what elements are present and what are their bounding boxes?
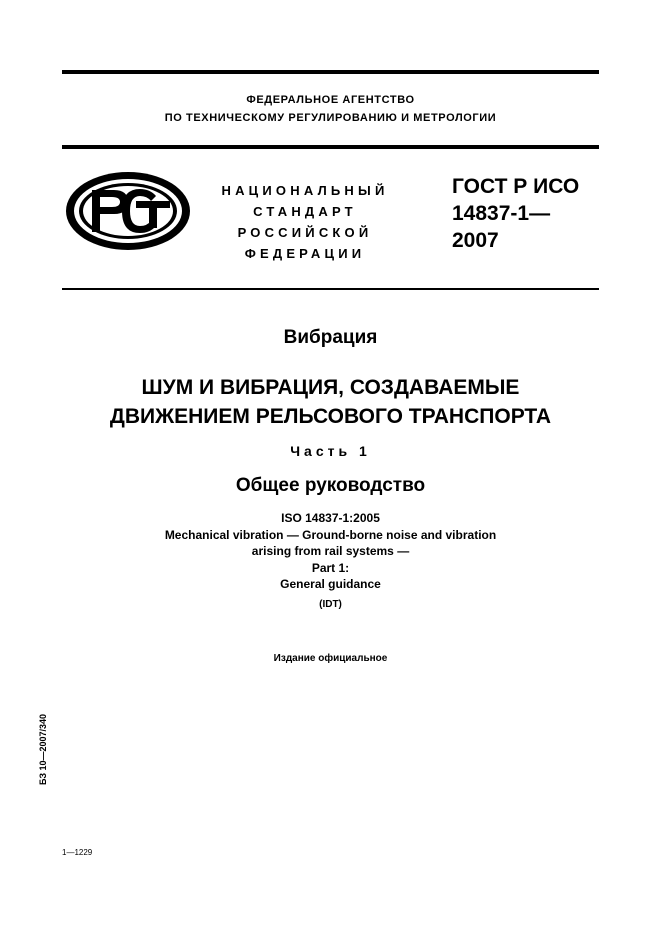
iso-reference xyxy=(62,510,599,593)
standard-designation xyxy=(452,173,602,254)
national-line-2: СТАНДАРТ xyxy=(253,204,357,219)
national-line-1: НАЦИОНАЛЬНЫЙ xyxy=(221,183,389,198)
national-standard-label xyxy=(212,180,398,264)
national-line-4: ФЕДЕРАЦИИ xyxy=(244,246,366,261)
side-code: БЗ 10—2007/340 xyxy=(38,713,48,785)
designation-line-2: 14837-1— xyxy=(452,202,551,225)
header-rule xyxy=(62,145,599,149)
heading: Вибрация xyxy=(283,327,378,348)
iso-code: ISO 14837-1:2005 xyxy=(281,511,380,525)
part-label: Часть 1 xyxy=(290,443,371,459)
agency-line-1: ФЕДЕРАЛЬНОЕ АГЕНТСТВО xyxy=(246,94,415,106)
iso-line-3: Part 1: xyxy=(311,560,350,575)
footer-number: 1—1229 xyxy=(62,848,93,857)
rst-logo-icon xyxy=(64,170,192,252)
divider-rule xyxy=(62,288,599,290)
designation-line-1: ГОСТ Р ИСО xyxy=(452,175,580,198)
edition-label: Издание официальное xyxy=(273,653,388,664)
iso-line-1: Mechanical vibration — Ground-borne noise and vibration xyxy=(164,527,497,542)
document-title xyxy=(62,373,599,431)
title-line-1: ШУМ И ВИБРАЦИЯ, СОЗДАВАЕМЫЕ xyxy=(141,376,520,399)
subtitle: Общее руководство xyxy=(235,475,426,496)
national-line-3: РОССИЙСКОЙ xyxy=(237,225,373,240)
idt-label: (IDT) xyxy=(319,599,342,610)
iso-line-2: arising from rail systems — xyxy=(251,544,410,558)
top-rule xyxy=(62,70,599,74)
agency-line-2: ПО ТЕХНИЧЕСКОМУ РЕГУЛИРОВАНИЮ И МЕТРОЛОГИИ xyxy=(164,112,497,124)
designation-line-3: 2007 xyxy=(452,229,499,252)
iso-line-4: General guidance xyxy=(280,577,381,591)
title-line-2: ДВИЖЕНИЕМ РЕЛЬСОВОГО ТРАНСПОРТА xyxy=(109,405,552,428)
